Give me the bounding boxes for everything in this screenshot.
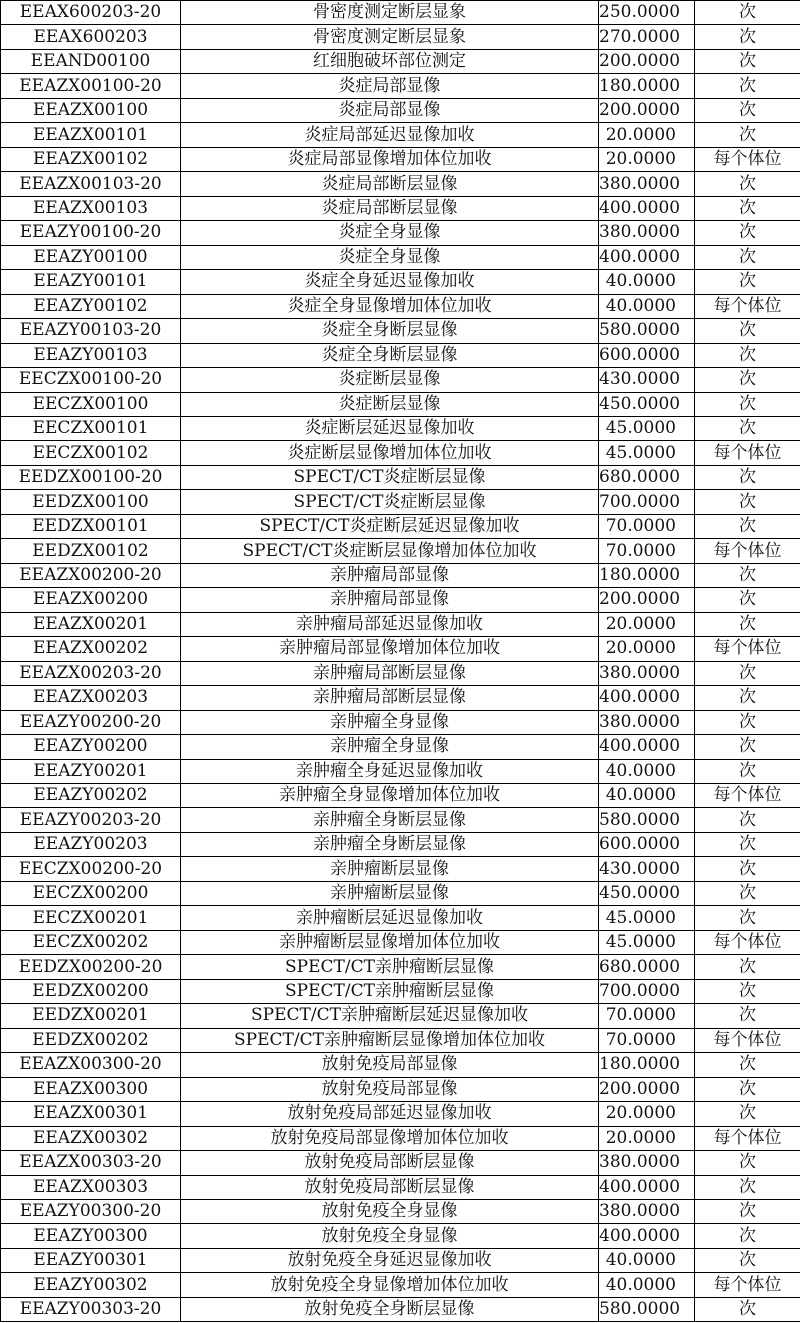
item-unit-cell: 每个体位 bbox=[695, 441, 800, 465]
table-row bbox=[1, 392, 800, 416]
item-price-cell: 70.0000 bbox=[599, 1028, 695, 1052]
item-unit-cell: 次 bbox=[695, 881, 800, 905]
item-price-cell: 20.0000 bbox=[599, 123, 695, 147]
table-row bbox=[1, 441, 800, 465]
item-unit-cell: 次 bbox=[695, 588, 800, 612]
item-unit-cell: 次 bbox=[695, 1151, 800, 1175]
table-row bbox=[1, 930, 800, 954]
item-unit-cell: 每个体位 bbox=[695, 294, 800, 318]
item-price-cell: 400.0000 bbox=[599, 686, 695, 710]
item-code-cell: EECZX00202 bbox=[1, 930, 181, 954]
item-name-cell: 炎症局部显像 bbox=[181, 74, 599, 98]
item-code-cell: EEAZY00301 bbox=[1, 1248, 181, 1272]
item-price-cell: 70.0000 bbox=[599, 514, 695, 538]
table-row bbox=[1, 245, 800, 269]
item-name-cell: 放射免疫局部延迟显像加收 bbox=[181, 1102, 599, 1126]
item-unit-cell: 次 bbox=[695, 514, 800, 538]
item-name-cell: 亲肿瘤局部断层显像 bbox=[181, 686, 599, 710]
item-code-cell: EEAZX00303-20 bbox=[1, 1151, 181, 1175]
item-name-cell: 放射免疫全身显像 bbox=[181, 1224, 599, 1248]
item-name-cell: 放射免疫局部显像增加体位加收 bbox=[181, 1126, 599, 1150]
item-code-cell: EECZX00201 bbox=[1, 906, 181, 930]
item-price-cell: 400.0000 bbox=[599, 1175, 695, 1199]
item-name-cell: 骨密度测定断层显象 bbox=[181, 25, 599, 49]
item-code-cell: EEAZX00300 bbox=[1, 1077, 181, 1101]
item-price-cell: 430.0000 bbox=[599, 857, 695, 881]
item-price-cell: 40.0000 bbox=[599, 270, 695, 294]
item-code-cell: EEAZY00202 bbox=[1, 784, 181, 808]
item-price-cell: 430.0000 bbox=[599, 368, 695, 392]
item-price-cell: 380.0000 bbox=[599, 172, 695, 196]
table-row bbox=[1, 1053, 800, 1077]
item-unit-cell: 次 bbox=[695, 392, 800, 416]
item-code-cell: EEAZY00300-20 bbox=[1, 1199, 181, 1223]
item-unit-cell: 次 bbox=[695, 686, 800, 710]
item-unit-cell: 次 bbox=[695, 1053, 800, 1077]
item-code-cell: EEAZX00203-20 bbox=[1, 661, 181, 685]
item-unit-cell: 次 bbox=[695, 319, 800, 343]
table-row bbox=[1, 319, 800, 343]
item-price-cell: 700.0000 bbox=[599, 490, 695, 514]
item-unit-cell: 每个体位 bbox=[695, 1273, 800, 1297]
item-code-cell: EECZX00100 bbox=[1, 392, 181, 416]
item-price-cell: 40.0000 bbox=[599, 784, 695, 808]
table-row bbox=[1, 881, 800, 905]
table-row bbox=[1, 563, 800, 587]
table-row bbox=[1, 416, 800, 440]
item-name-cell: 炎症全身显像 bbox=[181, 221, 599, 245]
item-code-cell: EEAZY00300 bbox=[1, 1224, 181, 1248]
item-name-cell: 炎症全身延迟显像加收 bbox=[181, 270, 599, 294]
item-unit-cell: 次 bbox=[695, 270, 800, 294]
item-price-cell: 45.0000 bbox=[599, 930, 695, 954]
item-price-cell: 20.0000 bbox=[599, 1126, 695, 1150]
item-unit-cell: 次 bbox=[695, 1248, 800, 1272]
item-name-cell: 放射免疫局部显像 bbox=[181, 1077, 599, 1101]
table-row bbox=[1, 49, 800, 73]
item-price-cell: 40.0000 bbox=[599, 1273, 695, 1297]
item-code-cell: EEAZY00302 bbox=[1, 1273, 181, 1297]
item-unit-cell: 次 bbox=[695, 661, 800, 685]
item-name-cell: 炎症全身显像增加体位加收 bbox=[181, 294, 599, 318]
item-price-cell: 600.0000 bbox=[599, 832, 695, 856]
item-name-cell: SPECT/CT炎症断层显像 bbox=[181, 490, 599, 514]
item-name-cell: 亲肿瘤全身断层显像 bbox=[181, 832, 599, 856]
item-unit-cell: 每个体位 bbox=[695, 539, 800, 563]
item-unit-cell: 次 bbox=[695, 612, 800, 636]
table-row bbox=[1, 196, 800, 220]
item-name-cell: 亲肿瘤局部显像 bbox=[181, 588, 599, 612]
item-name-cell: 炎症局部延迟显像加收 bbox=[181, 123, 599, 147]
item-unit-cell: 次 bbox=[695, 245, 800, 269]
item-unit-cell: 次 bbox=[695, 98, 800, 122]
table-row bbox=[1, 735, 800, 759]
table-row bbox=[1, 686, 800, 710]
item-name-cell: SPECT/CT亲肿瘤断层显像 bbox=[181, 979, 599, 1003]
item-code-cell: EECZX00102 bbox=[1, 441, 181, 465]
item-unit-cell: 次 bbox=[695, 490, 800, 514]
table-row bbox=[1, 25, 800, 49]
item-code-cell: EEAZX00100 bbox=[1, 98, 181, 122]
item-code-cell: EEAZX00202 bbox=[1, 637, 181, 661]
item-code-cell: EEAZX00103-20 bbox=[1, 172, 181, 196]
table-row bbox=[1, 1273, 800, 1297]
item-name-cell: 亲肿瘤全身显像 bbox=[181, 710, 599, 734]
item-code-cell: EEAX600203 bbox=[1, 25, 181, 49]
item-price-cell: 400.0000 bbox=[599, 196, 695, 220]
table-row bbox=[1, 1151, 800, 1175]
item-code-cell: EEAX600203-20 bbox=[1, 1, 181, 25]
item-price-cell: 200.0000 bbox=[599, 49, 695, 73]
item-code-cell: EEDZX00202 bbox=[1, 1028, 181, 1052]
table-row bbox=[1, 1224, 800, 1248]
item-code-cell: EEAZY00102 bbox=[1, 294, 181, 318]
item-price-cell: 680.0000 bbox=[599, 465, 695, 489]
item-name-cell: 亲肿瘤断层延迟显像加收 bbox=[181, 906, 599, 930]
item-code-cell: EEAZY00103 bbox=[1, 343, 181, 367]
item-name-cell: 亲肿瘤局部显像增加体位加收 bbox=[181, 637, 599, 661]
item-name-cell: 炎症局部断层显像 bbox=[181, 172, 599, 196]
item-price-cell: 700.0000 bbox=[599, 979, 695, 1003]
item-code-cell: EEAZY00203-20 bbox=[1, 808, 181, 832]
item-price-cell: 180.0000 bbox=[599, 1053, 695, 1077]
table-row bbox=[1, 906, 800, 930]
table-row bbox=[1, 1102, 800, 1126]
item-price-cell: 200.0000 bbox=[599, 588, 695, 612]
item-unit-cell: 次 bbox=[695, 1175, 800, 1199]
item-unit-cell: 次 bbox=[695, 759, 800, 783]
item-price-cell: 70.0000 bbox=[599, 1004, 695, 1028]
item-unit-cell: 次 bbox=[695, 343, 800, 367]
item-code-cell: EEDZX00101 bbox=[1, 514, 181, 538]
item-code-cell: EEDZX00100-20 bbox=[1, 465, 181, 489]
item-unit-cell: 每个体位 bbox=[695, 930, 800, 954]
item-unit-cell: 次 bbox=[695, 735, 800, 759]
item-unit-cell: 次 bbox=[695, 808, 800, 832]
table-row bbox=[1, 759, 800, 783]
table-row bbox=[1, 1, 800, 25]
item-code-cell: EEAZX00200-20 bbox=[1, 563, 181, 587]
table-row bbox=[1, 294, 800, 318]
item-code-cell: EEAZY00201 bbox=[1, 759, 181, 783]
item-name-cell: 放射免疫局部断层显像 bbox=[181, 1151, 599, 1175]
item-price-cell: 380.0000 bbox=[599, 221, 695, 245]
item-code-cell: EEAZX00200 bbox=[1, 588, 181, 612]
table-row bbox=[1, 221, 800, 245]
table-row bbox=[1, 172, 800, 196]
item-code-cell: EEAZY00101 bbox=[1, 270, 181, 294]
item-code-cell: EEDZX00200 bbox=[1, 979, 181, 1003]
table-row bbox=[1, 147, 800, 171]
item-code-cell: EEAZY00100-20 bbox=[1, 221, 181, 245]
item-price-cell: 200.0000 bbox=[599, 1077, 695, 1101]
table-row bbox=[1, 98, 800, 122]
item-name-cell: 亲肿瘤局部显像 bbox=[181, 563, 599, 587]
item-price-cell: 400.0000 bbox=[599, 1224, 695, 1248]
item-name-cell: 炎症全身断层显像 bbox=[181, 343, 599, 367]
item-code-cell: EEAZX00302 bbox=[1, 1126, 181, 1150]
table-row bbox=[1, 784, 800, 808]
item-name-cell: 骨密度测定断层显象 bbox=[181, 1, 599, 25]
item-name-cell: 放射免疫局部断层显像 bbox=[181, 1175, 599, 1199]
item-code-cell: EEAZY00100 bbox=[1, 245, 181, 269]
item-code-cell: EEAZX00103 bbox=[1, 196, 181, 220]
item-name-cell: 放射免疫局部显像 bbox=[181, 1053, 599, 1077]
table-row bbox=[1, 1028, 800, 1052]
item-unit-cell: 次 bbox=[695, 74, 800, 98]
item-unit-cell: 次 bbox=[695, 1297, 800, 1321]
item-name-cell: 亲肿瘤局部延迟显像加收 bbox=[181, 612, 599, 636]
item-unit-cell: 次 bbox=[695, 832, 800, 856]
item-price-cell: 45.0000 bbox=[599, 906, 695, 930]
item-price-cell: 380.0000 bbox=[599, 710, 695, 734]
item-name-cell: 亲肿瘤全身显像 bbox=[181, 735, 599, 759]
item-name-cell: 红细胞破坏部位测定 bbox=[181, 49, 599, 73]
item-unit-cell: 次 bbox=[695, 857, 800, 881]
item-price-cell: 600.0000 bbox=[599, 343, 695, 367]
item-code-cell: EEAZX00102 bbox=[1, 147, 181, 171]
item-price-cell: 580.0000 bbox=[599, 319, 695, 343]
item-unit-cell: 次 bbox=[695, 1077, 800, 1101]
item-code-cell: EEAZY00200-20 bbox=[1, 710, 181, 734]
item-code-cell: EEAZX00203 bbox=[1, 686, 181, 710]
item-price-cell: 450.0000 bbox=[599, 392, 695, 416]
item-code-cell: EEAZX00303 bbox=[1, 1175, 181, 1199]
table-row bbox=[1, 588, 800, 612]
table-row bbox=[1, 1004, 800, 1028]
item-price-cell: 580.0000 bbox=[599, 1297, 695, 1321]
item-name-cell: SPECT/CT炎症断层显像 bbox=[181, 465, 599, 489]
item-code-cell: EEAZX00101 bbox=[1, 123, 181, 147]
item-name-cell: 亲肿瘤全身显像增加体位加收 bbox=[181, 784, 599, 808]
item-price-cell: 180.0000 bbox=[599, 563, 695, 587]
item-price-cell: 45.0000 bbox=[599, 441, 695, 465]
item-code-cell: EEDZX00102 bbox=[1, 539, 181, 563]
item-unit-cell: 次 bbox=[695, 906, 800, 930]
table-row bbox=[1, 979, 800, 1003]
table-row bbox=[1, 1297, 800, 1321]
item-name-cell: SPECT/CT亲肿瘤断层显像增加体位加收 bbox=[181, 1028, 599, 1052]
item-name-cell: SPECT/CT炎症断层延迟显像加收 bbox=[181, 514, 599, 538]
item-unit-cell: 次 bbox=[695, 1004, 800, 1028]
item-name-cell: SPECT/CT亲肿瘤断层显像 bbox=[181, 955, 599, 979]
item-code-cell: EEDZX00100 bbox=[1, 490, 181, 514]
item-unit-cell: 次 bbox=[695, 123, 800, 147]
item-price-cell: 20.0000 bbox=[599, 147, 695, 171]
item-name-cell: 亲肿瘤断层显像 bbox=[181, 857, 599, 881]
table-row bbox=[1, 539, 800, 563]
item-code-cell: EECZX00100-20 bbox=[1, 368, 181, 392]
table-row bbox=[1, 832, 800, 856]
item-code-cell: EEAND00100 bbox=[1, 49, 181, 73]
table-row bbox=[1, 857, 800, 881]
item-name-cell: 炎症局部断层显像 bbox=[181, 196, 599, 220]
item-unit-cell: 次 bbox=[695, 196, 800, 220]
item-name-cell: 炎症局部显像 bbox=[181, 98, 599, 122]
item-unit-cell: 次 bbox=[695, 1224, 800, 1248]
fee-table-body bbox=[1, 1, 800, 1322]
item-code-cell: EEAZY00203 bbox=[1, 832, 181, 856]
item-unit-cell: 次 bbox=[695, 955, 800, 979]
item-unit-cell: 次 bbox=[695, 49, 800, 73]
table-row bbox=[1, 343, 800, 367]
item-price-cell: 580.0000 bbox=[599, 808, 695, 832]
item-unit-cell: 次 bbox=[695, 563, 800, 587]
table-row bbox=[1, 955, 800, 979]
item-unit-cell: 次 bbox=[695, 416, 800, 440]
table-row bbox=[1, 808, 800, 832]
item-price-cell: 680.0000 bbox=[599, 955, 695, 979]
item-price-cell: 400.0000 bbox=[599, 245, 695, 269]
item-code-cell: EEDZX00201 bbox=[1, 1004, 181, 1028]
table-row bbox=[1, 74, 800, 98]
table-row bbox=[1, 465, 800, 489]
item-code-cell: EEAZY00303-20 bbox=[1, 1297, 181, 1321]
item-name-cell: 放射免疫全身显像 bbox=[181, 1199, 599, 1223]
item-code-cell: EEAZX00100-20 bbox=[1, 74, 181, 98]
item-name-cell: 亲肿瘤全身延迟显像加收 bbox=[181, 759, 599, 783]
item-code-cell: EEAZY00103-20 bbox=[1, 319, 181, 343]
item-code-cell: EEAZY00200 bbox=[1, 735, 181, 759]
table-row bbox=[1, 661, 800, 685]
item-price-cell: 200.0000 bbox=[599, 98, 695, 122]
item-price-cell: 400.0000 bbox=[599, 735, 695, 759]
item-name-cell: SPECT/CT亲肿瘤断层延迟显像加收 bbox=[181, 1004, 599, 1028]
table-row bbox=[1, 123, 800, 147]
item-unit-cell: 次 bbox=[695, 979, 800, 1003]
item-price-cell: 180.0000 bbox=[599, 74, 695, 98]
table-row bbox=[1, 514, 800, 538]
item-code-cell: EECZX00200-20 bbox=[1, 857, 181, 881]
table-row bbox=[1, 1248, 800, 1272]
table-row bbox=[1, 1077, 800, 1101]
item-name-cell: 炎症全身显像 bbox=[181, 245, 599, 269]
item-price-cell: 40.0000 bbox=[599, 294, 695, 318]
table-row bbox=[1, 368, 800, 392]
item-unit-cell: 次 bbox=[695, 368, 800, 392]
item-price-cell: 380.0000 bbox=[599, 1199, 695, 1223]
item-name-cell: 炎症断层延迟显像加收 bbox=[181, 416, 599, 440]
table-row bbox=[1, 710, 800, 734]
item-code-cell: EECZX00101 bbox=[1, 416, 181, 440]
item-price-cell: 270.0000 bbox=[599, 25, 695, 49]
item-unit-cell: 次 bbox=[695, 172, 800, 196]
item-name-cell: 放射免疫全身断层显像 bbox=[181, 1297, 599, 1321]
item-code-cell: EEAZX00201 bbox=[1, 612, 181, 636]
table-row bbox=[1, 637, 800, 661]
item-unit-cell: 每个体位 bbox=[695, 1028, 800, 1052]
item-name-cell: 亲肿瘤局部断层显像 bbox=[181, 661, 599, 685]
item-unit-cell: 次 bbox=[695, 465, 800, 489]
item-price-cell: 380.0000 bbox=[599, 661, 695, 685]
item-code-cell: EEAZX00301 bbox=[1, 1102, 181, 1126]
table-row bbox=[1, 1199, 800, 1223]
table-row bbox=[1, 1175, 800, 1199]
item-name-cell: 放射免疫全身显像增加体位加收 bbox=[181, 1273, 599, 1297]
item-price-cell: 20.0000 bbox=[599, 1102, 695, 1126]
table-row bbox=[1, 270, 800, 294]
item-unit-cell: 每个体位 bbox=[695, 147, 800, 171]
item-code-cell: EEAZX00300-20 bbox=[1, 1053, 181, 1077]
item-name-cell: SPECT/CT炎症断层显像增加体位加收 bbox=[181, 539, 599, 563]
item-name-cell: 亲肿瘤断层显像 bbox=[181, 881, 599, 905]
item-unit-cell: 次 bbox=[695, 25, 800, 49]
item-price-cell: 20.0000 bbox=[599, 612, 695, 636]
table-row bbox=[1, 490, 800, 514]
item-unit-cell: 次 bbox=[695, 221, 800, 245]
item-price-cell: 380.0000 bbox=[599, 1151, 695, 1175]
item-price-cell: 70.0000 bbox=[599, 539, 695, 563]
item-price-cell: 40.0000 bbox=[599, 759, 695, 783]
item-unit-cell: 次 bbox=[695, 1102, 800, 1126]
item-unit-cell: 次 bbox=[695, 1, 800, 25]
table-row bbox=[1, 612, 800, 636]
item-name-cell: 炎症局部显像增加体位加收 bbox=[181, 147, 599, 171]
item-price-cell: 40.0000 bbox=[599, 1248, 695, 1272]
item-unit-cell: 次 bbox=[695, 710, 800, 734]
item-name-cell: 炎症全身断层显像 bbox=[181, 319, 599, 343]
item-unit-cell: 每个体位 bbox=[695, 1126, 800, 1150]
item-name-cell: 炎症断层显像 bbox=[181, 368, 599, 392]
item-unit-cell: 次 bbox=[695, 1199, 800, 1223]
item-price-cell: 450.0000 bbox=[599, 881, 695, 905]
item-code-cell: EEDZX00200-20 bbox=[1, 955, 181, 979]
item-name-cell: 炎症断层显像增加体位加收 bbox=[181, 441, 599, 465]
item-name-cell: 炎症断层显像 bbox=[181, 392, 599, 416]
item-price-cell: 250.0000 bbox=[599, 1, 695, 25]
item-price-cell: 45.0000 bbox=[599, 416, 695, 440]
item-price-cell: 20.0000 bbox=[599, 637, 695, 661]
item-code-cell: EECZX00200 bbox=[1, 881, 181, 905]
item-unit-cell: 每个体位 bbox=[695, 637, 800, 661]
item-name-cell: 亲肿瘤断层显像增加体位加收 bbox=[181, 930, 599, 954]
table-row bbox=[1, 1126, 800, 1150]
item-unit-cell: 每个体位 bbox=[695, 784, 800, 808]
item-name-cell: 放射免疫全身延迟显像加收 bbox=[181, 1248, 599, 1272]
item-name-cell: 亲肿瘤全身断层显像 bbox=[181, 808, 599, 832]
